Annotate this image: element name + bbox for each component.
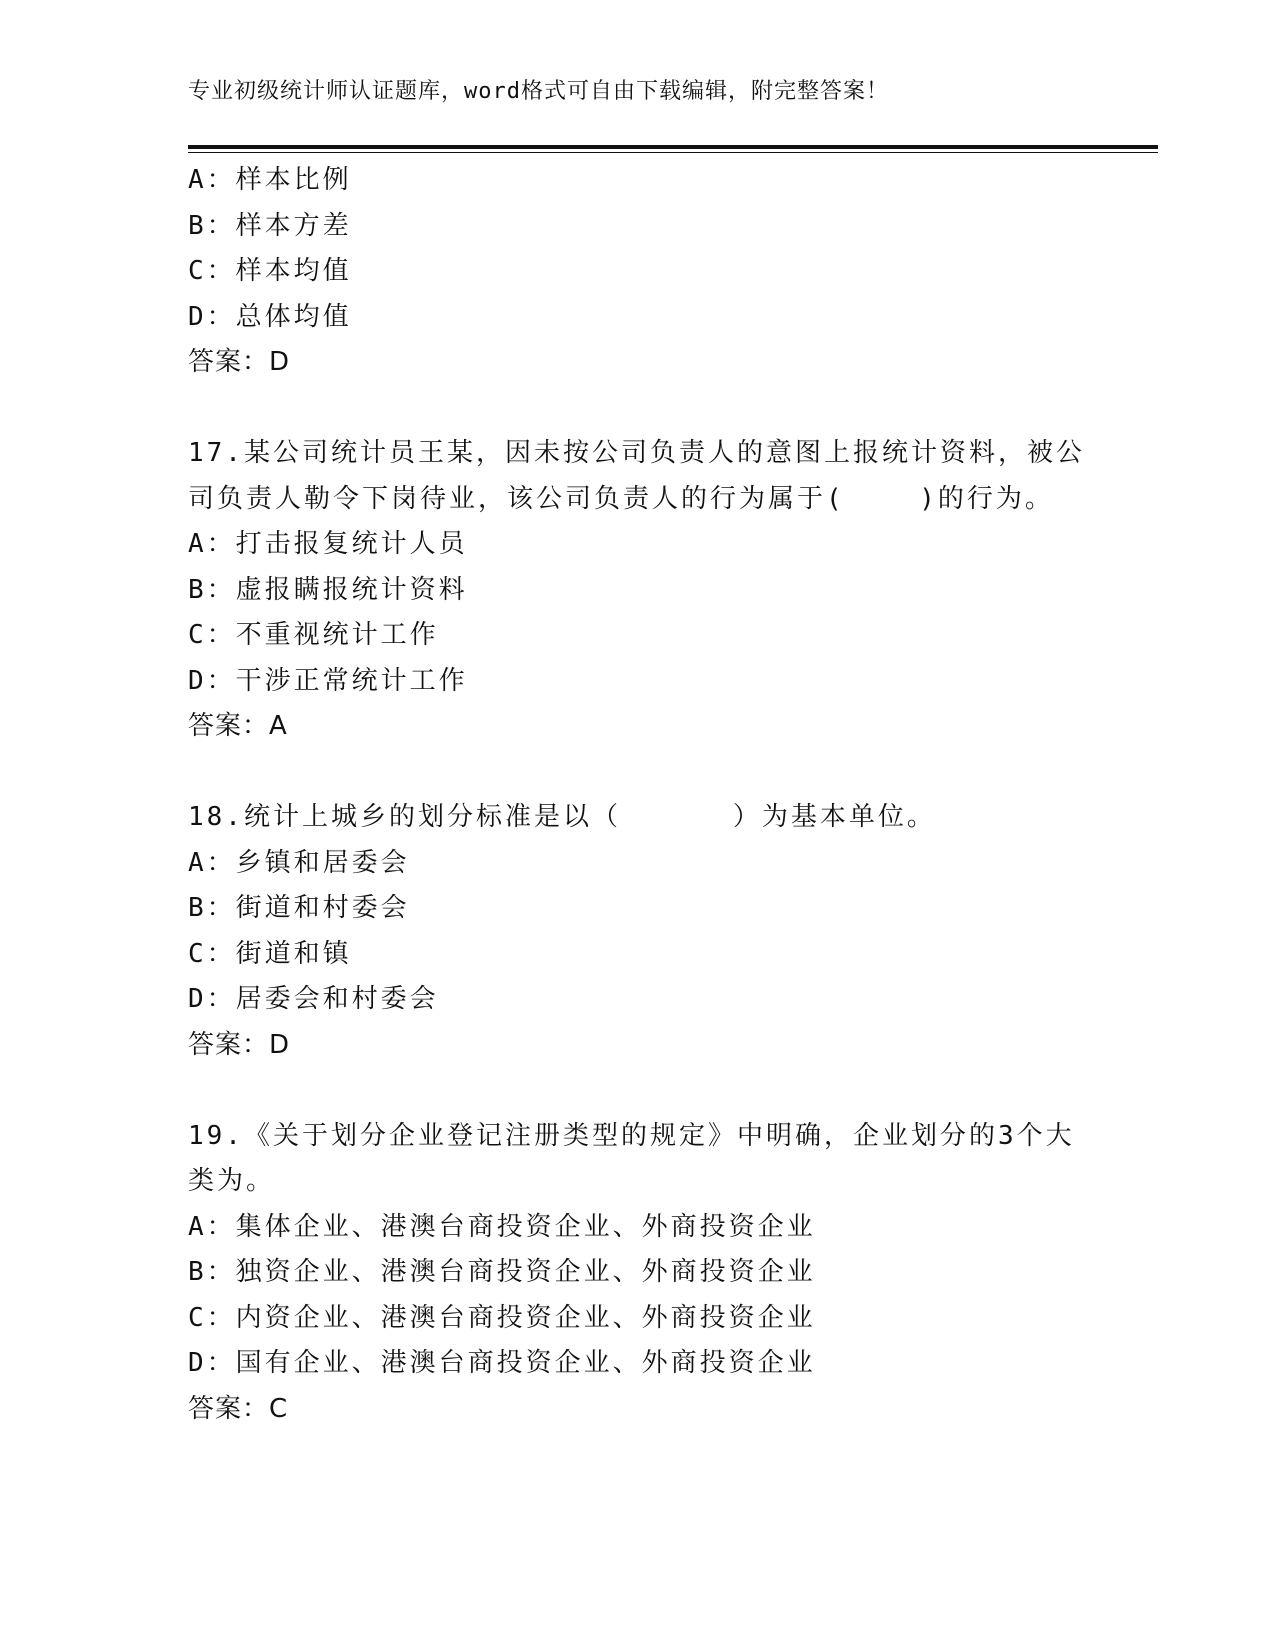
option-d: D：干涉正常统计工作 — [188, 665, 468, 696]
question-stem-line: 类为。 — [188, 1166, 276, 1196]
option-c: C：内资企业、港澳台商投资企业、外商投资企业 — [188, 1302, 816, 1333]
question-block — [188, 158, 1088, 386]
option-d: D：居委会和村委会 — [188, 984, 439, 1014]
answer: 答案：A — [188, 711, 288, 741]
header-rule-thin — [188, 152, 1158, 153]
page-header: 专业初级统计师认证题库，word格式可自由下载编辑，附完整答案！ — [188, 79, 889, 104]
spacer — [188, 1068, 1088, 1114]
option-a: A：集体企业、港澳台商投资企业、外商投资企业 — [188, 1211, 816, 1242]
spacer — [188, 386, 1088, 432]
answer: 答案：D — [188, 1029, 291, 1060]
question-stem-line: 司负责人勒令下岗待业，该公司负责人的行为属于( )的行为。 — [188, 483, 1054, 514]
question-stem-line: 17.某公司统计员王某，因未按公司负责人的意图上报统计资料，被公 — [188, 438, 1085, 468]
option-a: A：乡镇和居委会 — [188, 847, 410, 878]
option-a: A：样本比例 — [188, 165, 352, 195]
option-c: C：不重视统计工作 — [188, 620, 439, 650]
option-d: D：国有企业、港澳台商投资企业、外商投资企业 — [188, 1348, 816, 1378]
question-list — [188, 158, 1088, 1432]
header-rule-thick — [188, 145, 1158, 149]
answer: 答案：D — [188, 347, 291, 377]
option-c: C：街道和镇 — [188, 938, 352, 969]
spacer — [188, 750, 1088, 796]
option-b: B：街道和村委会 — [188, 893, 410, 923]
question-block — [188, 431, 1088, 750]
option-b: B：独资企业、港澳台商投资企业、外商投资企业 — [188, 1257, 816, 1287]
option-a: A：打击报复统计人员 — [188, 529, 468, 559]
question-stem-line: 18.统计上城乡的划分标准是以（ ）为基本单位。 — [188, 802, 936, 832]
question-stem-line: 19.《关于划分企业登记注册类型的规定》中明确，企业划分的3个大 — [188, 1120, 1075, 1151]
question-block — [188, 1114, 1088, 1433]
answer: 答案：C — [188, 1393, 289, 1424]
question-block — [188, 795, 1088, 1068]
option-c: C：样本均值 — [188, 256, 352, 286]
option-b: B：虚报瞒报统计资料 — [188, 574, 468, 605]
option-d: D：总体均值 — [188, 301, 352, 332]
option-b: B：样本方差 — [188, 210, 352, 241]
